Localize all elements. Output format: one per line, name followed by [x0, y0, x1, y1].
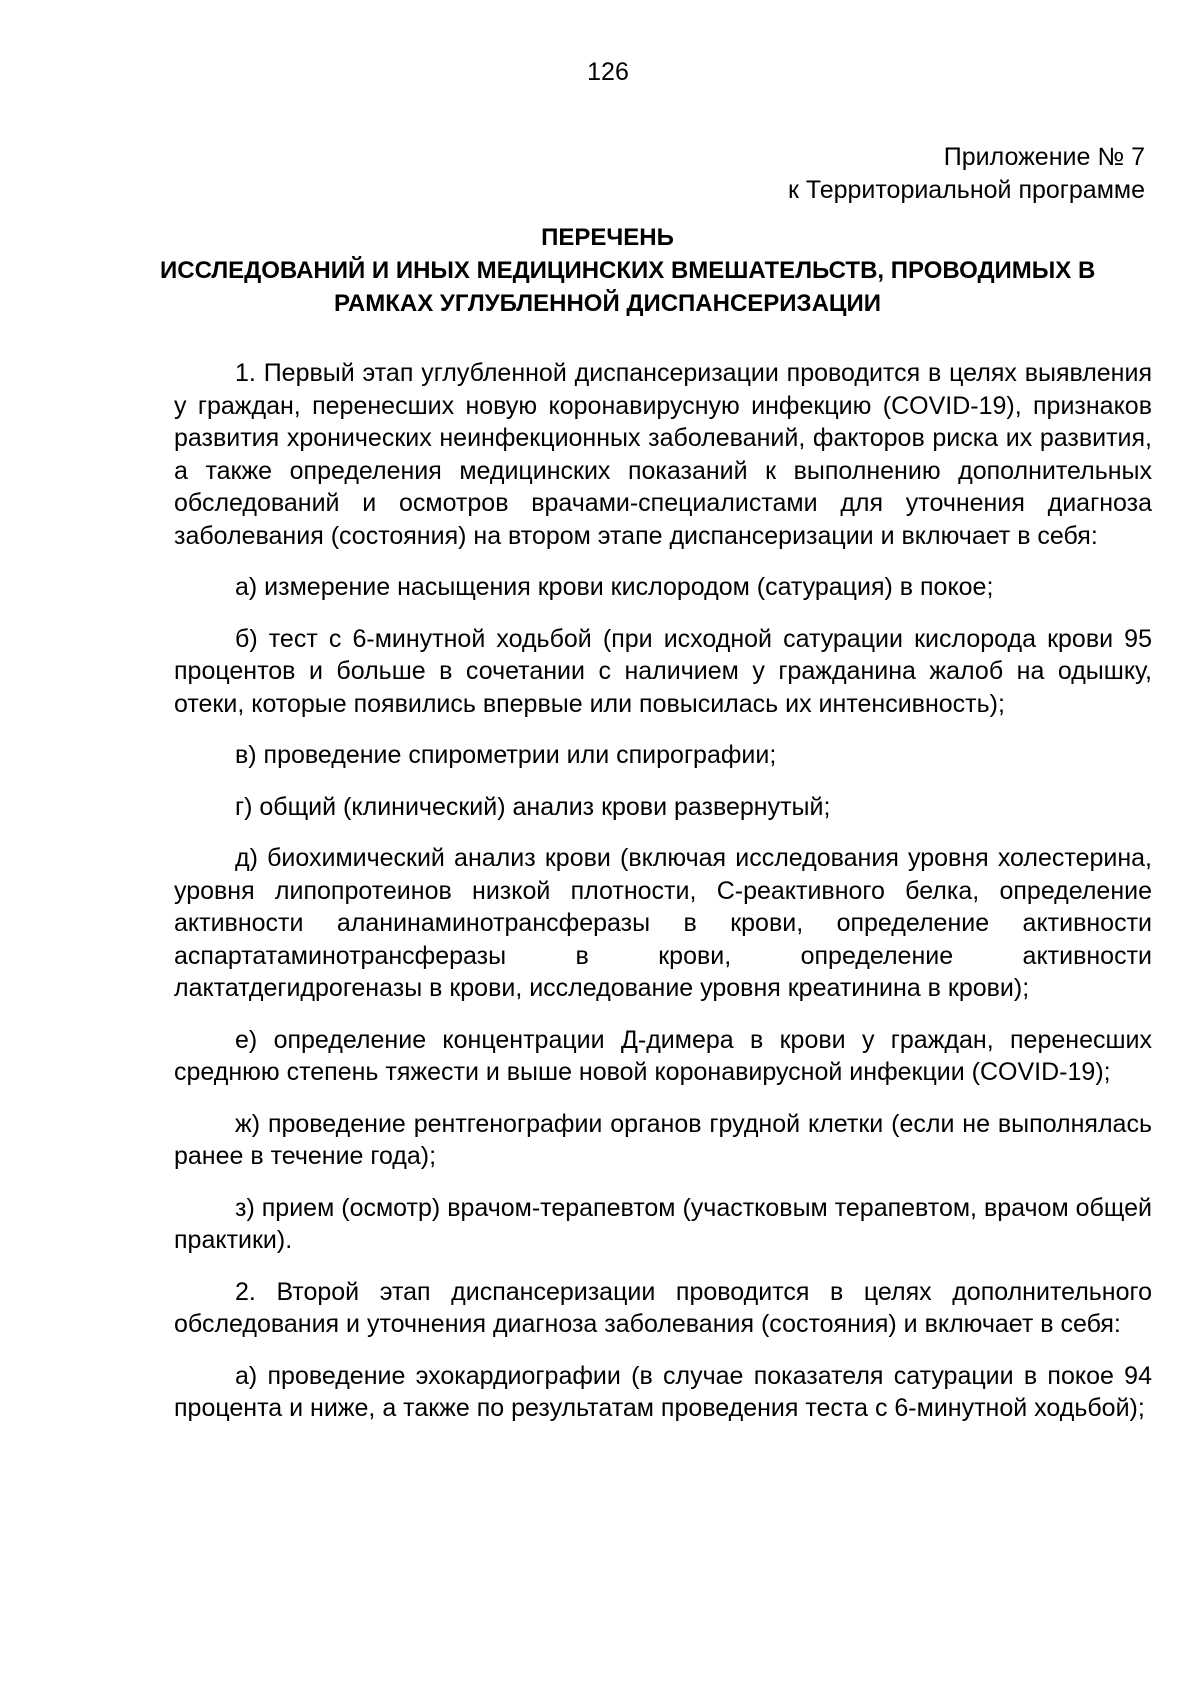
list-item-zh: ж) проведение рентгенографии органов грудной клетки (если не выполнялась ранее в течение года); — [174, 1109, 1152, 1170]
list-item-e: е) определение концентрации Д-димера в крови у граждан, перенесших среднюю степень тяжести и выше новой коронавирусной инфекции (COVID-19); — [174, 1025, 1152, 1086]
document-body — [174, 357, 1152, 1444]
title-line-1: ПЕРЕЧЕНЬ — [541, 224, 674, 251]
appendix-line-2: к Территориальной программе — [787, 176, 1145, 204]
paragraph-stage-2: 2. Второй этап диспансеризации проводится в целях дополнительного обследования и уточнения диагноза заболевания (состояния) и включает в себя: — [174, 1277, 1152, 1338]
list-item-v: в) проведение спирометрии или спирографии; — [235, 741, 777, 769]
title-line-3: РАМКАХ УГЛУБЛЕННОЙ ДИСПАНСЕРИЗАЦИИ — [334, 290, 881, 317]
paragraph-stage-1: 1. Первый этап углубленной диспансеризации проводится в целях выявления у граждан, перенесших новую коронавирусную инфекцию (COVID-19), признаков развития хронических неинфекционных заболеваний, факторов риска их развития, а также определения медицинских показаний к выполнению дополнительных обследований и осмотров врачами-специалистами для уточнения диагноза заболевания (состояния) на втором этапе диспансеризации и включает в себя: — [174, 359, 1152, 550]
list-item-b: б) тест с 6-минутной ходьбой (при исходной сатурации кислорода крови 95 процентов и больше в сочетании с наличием у гражданина жалоб на одышку, отеки, которые появились впервые или повысилась их интенсивность); — [174, 624, 1152, 718]
list-item-a: а) измерение насыщения крови кислородом (сатурация) в покое; — [235, 573, 994, 601]
list-item-a-stage-2: а) проведение эхокардиографии (в случае показателя сатурации в покое 94 процента и ниже, а также по результатам проведения теста с 6-минутной ходьбой); — [174, 1361, 1152, 1422]
page-number: 126 — [587, 58, 629, 86]
document-title — [160, 221, 1096, 320]
list-item-z: з) прием (осмотр) врачом-терапевтом (участковым терапевтом, врачом общей практики). — [174, 1193, 1152, 1254]
list-item-g: г) общий (клинический) анализ крови развернутый; — [235, 792, 831, 821]
appendix-reference — [788, 141, 1145, 207]
appendix-line-1: Приложение № 7 — [943, 143, 1145, 171]
list-item-d: д) биохимический анализ крови (включая исследования уровня холестерина, уровня липопротеинов низкой плотности, С-реактивного белка, определение активности аланинаминотрансферазы в крови, определение активности аспартатаминотрансферазы в крови, определение активности лактатдегидрогеназы в крови, исследование уровня креатинина в крови); — [174, 844, 1152, 1002]
title-line-2: ИССЛЕДОВАНИЙ И ИНЫХ МЕДИЦИНСКИХ ВМЕШАТЕЛЬСТВ, ПРОВОДИМЫХ В — [160, 257, 1096, 284]
